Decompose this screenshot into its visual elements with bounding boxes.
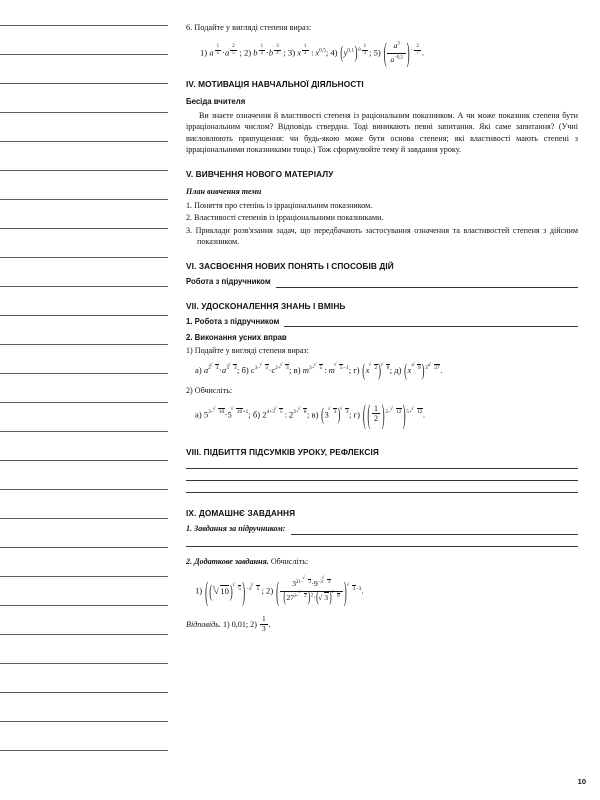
- margin-rule-line: [0, 663, 168, 664]
- margin-rule-line: [0, 315, 168, 316]
- task2-formulas: а) $5^{3- √ 10}\cdot 5$ √ $^{10+1}$; б) $2^{4+3 √ 5}$ : $2^{3+ √ 8}$; в) (3 √ $^3$) √ $^3$; г) ( ( $\frac{1}{2}$ )$^{5- √ 12}$)$^{5+ √ 12}$.: [186, 404, 578, 423]
- fill-blank-line[interactable]: [276, 280, 578, 288]
- fill-row-1-robota-z-pidruchnykom: [186, 316, 578, 327]
- section-heading-vii: VII. УДОСКОНАЛЕННЯ ЗНАНЬ І ВМІНЬ: [186, 300, 346, 311]
- section-heading-viii: VIII. ПІДБИТТЯ ПІДСУМКІВ УРОКУ, РЕФЛЕКСІЯ: [186, 446, 379, 457]
- plan-list-item: 3. Приклади розв'язання задач, що передбачають застосування означення та властивостей степеня з дійсним показником.: [186, 225, 578, 247]
- task1-prompt: 1) Подайте у вигляді степеня вираз:: [186, 346, 309, 356]
- margin-rule-line: [0, 721, 168, 722]
- margin-rule-line: [0, 547, 168, 548]
- fill-blank-line[interactable]: [291, 527, 578, 535]
- additional-task-prompt: [186, 556, 578, 567]
- additional-task-label: 2. Додаткове завдання.: [186, 556, 269, 566]
- margin-ruled-lines: [0, 0, 176, 800]
- fill-label: Робота з підручником: [186, 277, 271, 287]
- margin-rule-line: [0, 489, 168, 490]
- margin-rule-line: [0, 373, 168, 374]
- content-column: [186, 0, 578, 800]
- page-number: 10: [577, 777, 586, 786]
- margin-rule-line: [0, 518, 168, 519]
- plan-list-item: 1. Поняття про степінь із ірраціональним показником.: [186, 200, 373, 210]
- margin-rule-line: [0, 83, 168, 84]
- subheading-vykonannya-usnykh-vprav: 2. Виконання усних вправ: [186, 333, 287, 343]
- margin-rule-line: [0, 692, 168, 693]
- margin-rule-line: [0, 25, 168, 26]
- exercise-6-prompt: 6. Подайте у вигляді степеня вираз:: [186, 23, 312, 32]
- exercise-6-formulas: 1) a $^{\frac{1}{5}}$ ·a $^{\frac{2}{5}}$ ; 2) b $^{\frac{1}{2}}$ ·b $^{\frac{3}{4}}$ ; 3) x $^{\frac{1}{2}}$ : $x^{0,5}$; 4) $(y^{0,1})^{0 \frac{1}{3}}$ ; 5) ( $\frac{a^3}{a^{-0,5}}$ )$^{- \frac{2}{7}}$ .: [200, 35, 425, 68]
- fill-label: 1. Завдання за підручником:: [186, 524, 286, 534]
- margin-rule-line: [0, 141, 168, 142]
- margin-rule-line: [0, 460, 168, 461]
- margin-rule-line: [0, 257, 168, 258]
- margin-rule-line: [0, 170, 168, 171]
- task2-prompt: 2) Обчисліть:: [186, 386, 233, 396]
- section-heading-v: V. ВИВЧЕННЯ НОВОГО МАТЕРІАЛУ: [186, 168, 334, 179]
- margin-rule-line: [0, 431, 168, 432]
- margin-rule-line: [0, 54, 168, 55]
- subheading-plan-vyvchennya-temy: План вивчення теми: [186, 187, 262, 197]
- additional-task-rest: Обчисліть:: [268, 556, 309, 566]
- margin-rule-line: [0, 228, 168, 229]
- answer-label: Відповідь.: [186, 620, 221, 630]
- fill-label: 1. Робота з підручником: [186, 317, 280, 327]
- margin-rule-line: [0, 576, 168, 577]
- subheading-besida-vchytelya: Бесіда вчителя: [186, 96, 246, 106]
- section-heading-vi: VI. ЗАСВОЄННЯ НОВИХ ПОНЯТЬ І СПОСОБІВ ДІЙ: [186, 260, 394, 271]
- answer-line: Відповідь. 1) 0,01; 2) $\frac{1}{3}$ .: [186, 614, 271, 633]
- margin-rule-line: [0, 634, 168, 635]
- motivation-paragraph: Ви знаєте означення й властивості степеня із раціональним показником. А чи може показник степеня бути ірраціональним числом? Відповідь ствердна. Тоді виникають певні запитання. Які саме запитання? (Учні висловлюють припущення: чи будь-якою може бути основа степеня; які властивості мають степені з ірраціональними показниками тощо.) Тож сформулюйте тему й завдання уроку.: [186, 110, 578, 155]
- margin-rule-line: [0, 112, 168, 113]
- margin-rule-line: [0, 286, 168, 287]
- plan-list-item: 2. Властивості степенів із ірраціональними показниками.: [186, 213, 384, 223]
- homework-blank-line[interactable]: [186, 546, 578, 547]
- reflection-blank-line[interactable]: [186, 468, 578, 469]
- reflection-blank-line[interactable]: [186, 480, 578, 481]
- margin-rule-line: [0, 605, 168, 606]
- margin-rule-line: [0, 199, 168, 200]
- section-heading-iv: IV. МОТИВАЦІЯ НАВЧАЛЬНОЇ ДІЯЛЬНОСТІ: [186, 78, 364, 89]
- fill-row-zavdannya-za-pidruchnykom: [186, 523, 578, 534]
- additional-task-formulas: 1) (($^5$ √ 10) √ $^5$)$^{-2 √ 5}$ ; 2) ( $\frac{3^{21- √ 3}\cdot 9^{-3 √ 3}}{(27^{3- √ 2})^2\cdot( √ 3) √ ^8}$ ) √ $^{3-3}$.: [186, 579, 578, 604]
- margin-rule-line: [0, 750, 168, 751]
- margin-rule-line: [0, 402, 168, 403]
- section-heading-ix: IX. ДОМАШНЄ ЗАВДАННЯ: [186, 507, 296, 518]
- margin-rule-line: [0, 344, 168, 345]
- task1-formulas: а) $a^{2 √ 3}\cdot a^{3 √ 3}$; б) $c^{3- √ 3}\cdot c^{2+ √ 3}$; в) $m^{3+ √ 5}$ : m √ $^{5-1}$; г) (x √ $^2$) √ $^8$; д) $(x^{^4 √ 9})^{3^4 √ 27}$.: [186, 364, 578, 376]
- fill-blank-line[interactable]: [284, 319, 578, 327]
- reflection-blank-line[interactable]: [186, 492, 578, 493]
- fill-row-robota-z-pidruchnykom: [186, 276, 578, 287]
